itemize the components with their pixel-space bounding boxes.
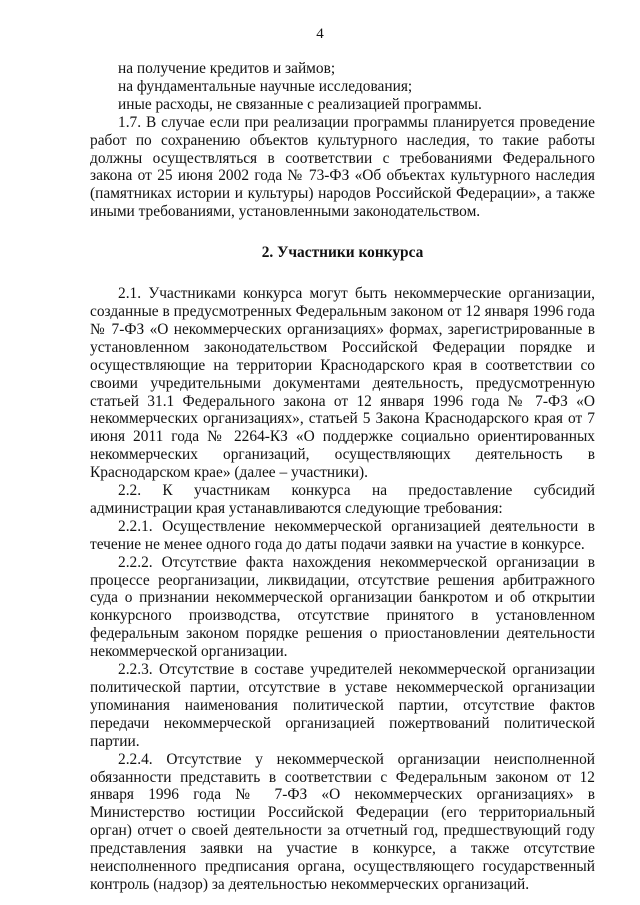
paragraph-2-2-3: 2.2.3. Отсутствие в составе учредителей некоммерческой организации политической партии, отсутствие в уставе некоммерческой организации упоминания наименования политической партии, отсутствие фактов передачи некоммерческой организацией пожертвований политической партии. [90, 661, 595, 750]
page-number: 4 [316, 26, 324, 42]
document-body [90, 60, 595, 894]
paragraph-1-7: 1.7. В случае если при реализации программы планируется проведение работ по сохранению объектов культурного наследия, то такие работы должны осуществляться в соответствии с требованиями Федерального закона от 25 июня 2002 года № 73-ФЗ «Об объектах культурного наследия (памятниках истории и культуры) народов Российской Федерации», а также иными требованиями, установленными законодательством. [90, 113, 595, 221]
paragraph-2-1: 2.1. Участниками конкурса могут быть некоммерческие организации, созданные в предусмотренных Федеральным законом от 12 января 1996 года № 7-ФЗ «О некоммерческих организациях» формах, зарегистрированные в установленном законодательством Российской Федерации порядке и осуществляющие на территории Краснодарского края в соответствии со своими учредительными документами деятельность, предусмотренную статьей 31.1 Федерального закона от 12 января 1996 года № 7-ФЗ «О некоммерческих организациях», статьей 5 Закона Краснодарского края от 7 июня 2011 года № 2264-КЗ «О поддержке социально ориентированных некоммерческих организаций, осуществляющих деятельность в Краснодарском крае» (далее – участники). [90, 285, 595, 482]
paragraph-2-2-4: 2.2.4. Отсутствие у некоммерческой организации неисполненной обязанности представить в соответствии с Федеральным законом от 12 января 1996 года № 7-ФЗ «О некоммерческих организациях» в Министерство юстиции Российской Федерации (его территориальный орган) отчет о своей деятельности за отчетный год, предшествующий году представления заявки на участие в конкурсе, а также отсутствие неисполненного предписания органа, осуществляющего государственный контроль (надзор) за деятельностью некоммерческих организаций. [90, 750, 595, 893]
paragraph-2-2-2: 2.2.2. Отсутствие факта нахождения некоммерческой организации в процессе реорганизации, ликвидации, отсутствие решения арбитражного суда о признании некоммерческой организации банкротом и об открытии конкурсного производства, отсутствие принятого в установленном федеральным законом порядке решения о приостановлении деятельности некоммерческой организации. [90, 553, 595, 661]
section-heading: 2. Участники конкурса [261, 244, 424, 262]
list-item: на получение кредитов и займов; [118, 60, 336, 77]
paragraph-2-2-1: 2.2.1. Осуществление некоммерческой организацией деятельности в течение не менее одного года до даты подачи заявки на участие в конкурсе. [90, 517, 595, 553]
list-item: иные расходы, не связанные с реализацией программы. [118, 95, 482, 113]
paragraph-2-2: 2.2. К участникам конкурса на предоставление субсидий администрации края устанавливаются следующие требования: [90, 482, 595, 517]
list-item: на фундаментальные научные исследования; [118, 77, 413, 95]
